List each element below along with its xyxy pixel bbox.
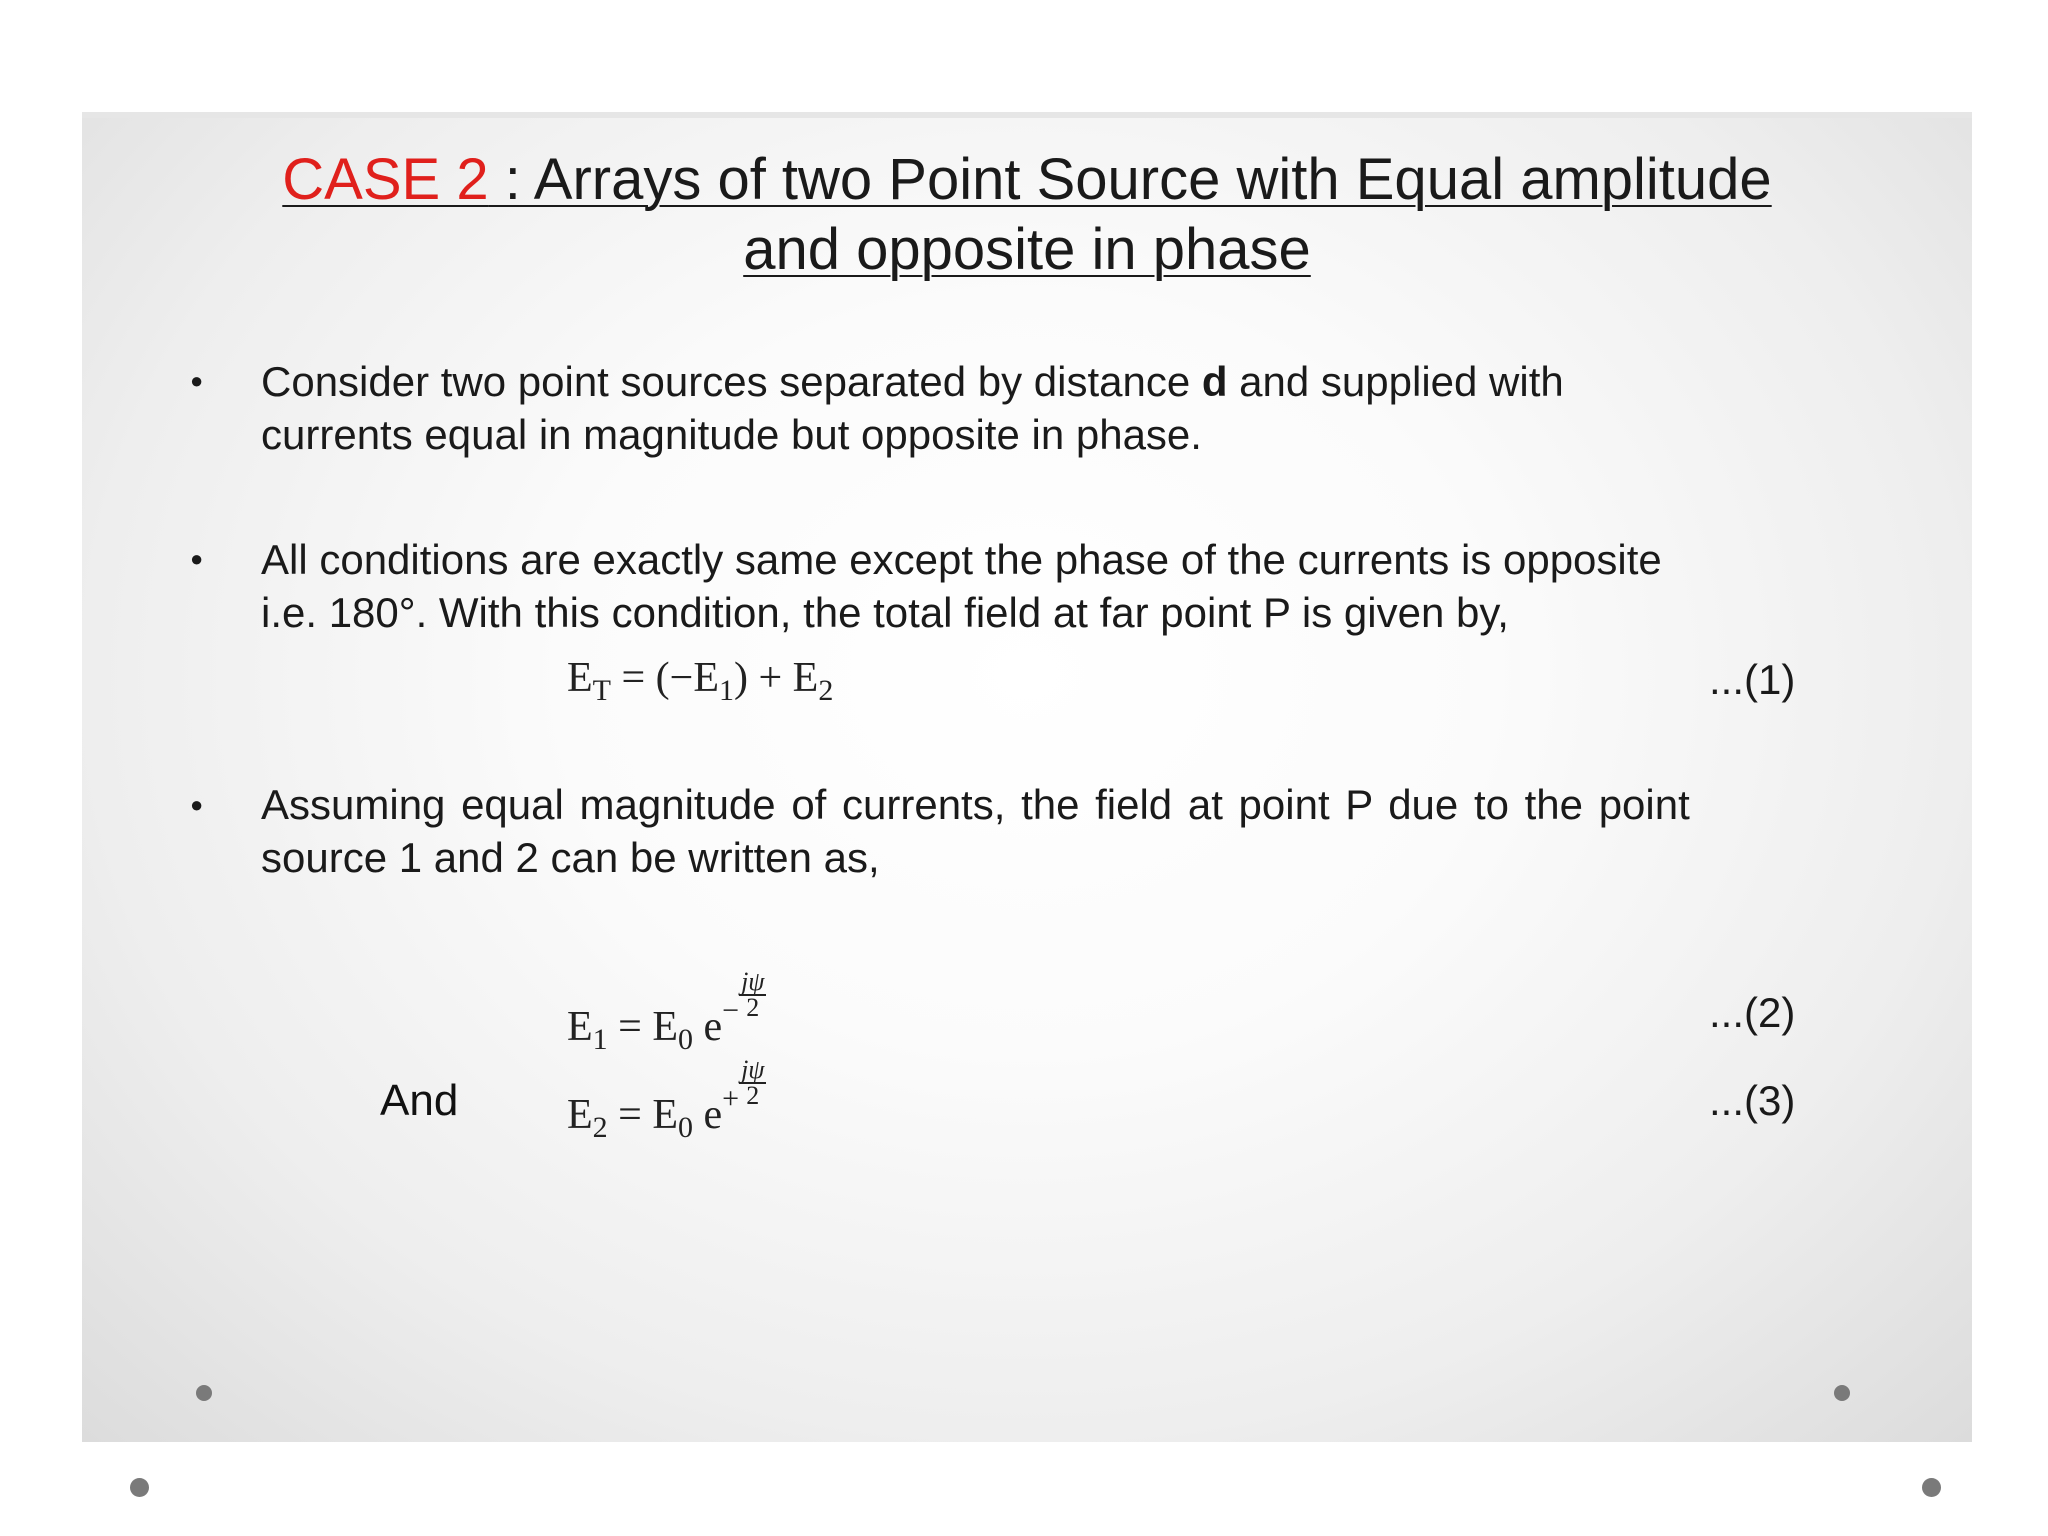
- and-label: And: [380, 1076, 459, 1125]
- eq1-lhs-sub: T: [592, 674, 611, 707]
- eq2-lhs: E: [567, 1004, 593, 1050]
- eq1-lhs: E: [567, 655, 593, 701]
- eq3-lhs-sub: 2: [592, 1111, 608, 1144]
- eq3-base: e: [693, 1092, 723, 1138]
- eq1-rhs-a-sub: 1: [719, 674, 734, 707]
- eq2-exp-den: 2: [746, 993, 760, 1022]
- eq2-exp-num: jψ: [741, 967, 765, 996]
- bullet-3-line-2: source 1 and 2 can be written as,: [261, 834, 880, 881]
- slide-corner-dot-left: [196, 1385, 212, 1401]
- eq3-exp-den: 2: [746, 1081, 760, 1110]
- bullet-marker: ●: [190, 368, 204, 393]
- eq2-exp-sign: −: [722, 994, 740, 1027]
- eq3-mid: = E: [607, 1092, 678, 1138]
- equation-3: [567, 1055, 766, 1145]
- equation-1-number: ...(1): [1709, 656, 1796, 703]
- equation-3-number: ...(3): [1709, 1077, 1796, 1124]
- equation-1: [567, 654, 833, 708]
- eq2-lhs-sub: 1: [592, 1023, 608, 1056]
- eq1-rhs-b-sub: 2: [818, 674, 834, 707]
- eq2-mid: = E: [607, 1004, 678, 1050]
- eq2-mid-sub: 0: [678, 1023, 693, 1056]
- bullet-1-text-a: Consider two point sources separated by distance: [261, 358, 1202, 405]
- eq2-exponent-fraction: [739, 967, 766, 1022]
- bullet-1-line-1: [261, 355, 1961, 408]
- bullet-marker: ●: [190, 546, 204, 571]
- bullet-1-text-b: and supplied with: [1227, 358, 1564, 405]
- bullet-1-line-2: currents equal in magnitude but opposite in phase.: [261, 411, 1202, 458]
- bullet-2-line-1: All conditions are exactly same except the phase of the currents is opposite: [261, 536, 1662, 583]
- eq3-exp-sign: +: [722, 1082, 740, 1115]
- slide: [82, 112, 1972, 1442]
- bullet-2-line-2: i.e. 180°. With this condition, the total field at far point P is given by,: [261, 589, 1509, 636]
- eq3-exp-num: jψ: [741, 1055, 765, 1084]
- slide-title-line1: [82, 145, 1972, 215]
- bullet-3-line-1: Assuming equal magnitude of currents, the field at point P due to the point: [261, 781, 1690, 828]
- case-label: CASE 2: [282, 147, 489, 212]
- equation-2: [567, 967, 766, 1057]
- eq3-mid-sub: 0: [678, 1111, 693, 1144]
- bullet-text-2: [261, 533, 1961, 639]
- equation-2-number: ...(2): [1709, 989, 1796, 1036]
- eq3-lhs: E: [567, 1092, 593, 1138]
- bullet-marker: ●: [190, 792, 204, 817]
- page-corner-dot-right: [1922, 1478, 1941, 1497]
- slide-title-line2: and opposite in phase: [743, 217, 1311, 282]
- page-corner-dot-left: [130, 1478, 149, 1497]
- slide-corner-dot-right: [1834, 1385, 1850, 1401]
- eq3-exponent-fraction: [739, 1055, 766, 1110]
- bullet-text-1: [261, 355, 1961, 461]
- eq2-base: e: [693, 1004, 723, 1050]
- title-text: : Arrays of two Point Source with Equal amplitude: [488, 147, 1772, 212]
- bullet-1-bold-d: d: [1201, 358, 1228, 405]
- eq1-rhs-b: ) + E: [734, 655, 819, 701]
- bullet-text-3: [261, 778, 1943, 884]
- eq1-rhs-a: = (−E: [610, 655, 719, 701]
